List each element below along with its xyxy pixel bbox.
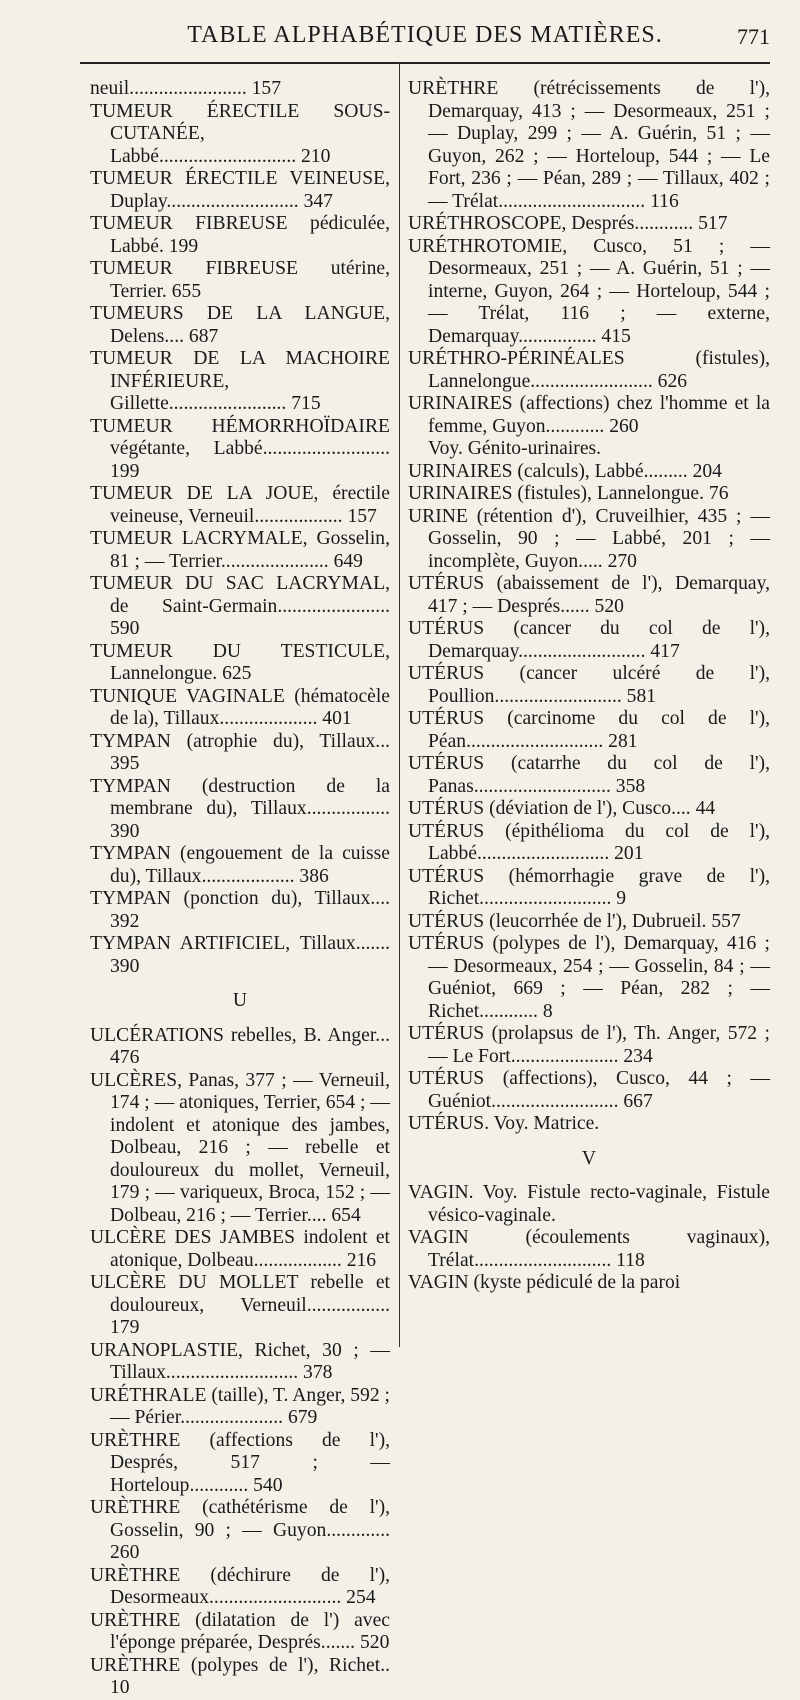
entry-text: TUMEUR HÉMORRHOÏDAIRE végétante, Labbé.......................... 199	[90, 415, 390, 482]
index-entry	[90, 528, 390, 573]
running-title: TABLE ALPHABÉTIQUE DES MATIÈRES.	[187, 22, 663, 48]
index-entry	[408, 78, 770, 213]
entry-text: TYMPAN (ponction du), Tillaux.... 392	[90, 888, 390, 932]
left-column	[90, 78, 390, 1700]
entry-text: TYMPAN (destruction de la membrane du), Tillaux................. 390	[90, 775, 390, 842]
entry-text: URINAIRES (affections) chez l'homme et la femme, Guyon............ 260	[408, 393, 770, 437]
index-entry	[90, 686, 390, 731]
entry-text: TUMEUR ÉRECTILE VEINEUSE, Duplay........................... 347	[90, 168, 390, 212]
index-entry	[408, 1068, 770, 1113]
index-entry	[90, 1272, 390, 1340]
index-entry	[408, 663, 770, 708]
index-entry	[90, 1610, 390, 1655]
entry-text: UTÉRUS (abaissement de l'), Demarquay, 417 ; — Després...... 520	[408, 573, 770, 617]
index-entry	[90, 1430, 390, 1498]
entry-text: URÉTHROSCOPE, Després............ 517	[408, 213, 728, 234]
column-divider	[399, 62, 400, 1347]
entry-text: VAGIN (écoulements vaginaux), Trélat............................ 118	[408, 1227, 770, 1271]
index-entry	[408, 573, 770, 618]
index-entry	[408, 911, 770, 934]
index-entry	[408, 348, 770, 393]
entry-text: TYMPAN (atrophie du), Tillaux... 395	[90, 730, 390, 774]
index-entry	[408, 506, 770, 574]
entry-text: URÉTHRO-PÉRINÉALES (fistules), Lannelongue......................... 626	[408, 348, 770, 392]
entry-text: URÈTHRE (cathétérisme de l'), Gosselin, 90 ; — Guyon............. 260	[90, 1497, 390, 1563]
index-entry	[408, 1272, 770, 1295]
index-entry	[408, 461, 770, 484]
index-entry	[408, 1023, 770, 1068]
index-entry	[90, 78, 390, 101]
entry-text: TYMPAN (engouement de la cuisse du), Tillaux................... 386	[90, 843, 390, 887]
section-letter: V	[581, 1147, 597, 1169]
entry-text: URÈTHRE (affections de l'), Després, 517 ; — Horteloup............ 540	[90, 1429, 390, 1496]
index-entry	[90, 843, 390, 888]
index-entry	[90, 213, 390, 258]
index-entry	[90, 1565, 390, 1610]
index-entry	[408, 1113, 770, 1136]
index-entry	[90, 416, 390, 484]
index-entry	[408, 393, 770, 438]
index-entry	[408, 618, 770, 663]
entry-text: URANOPLASTIE, Richet, 30 ; — Tillaux........................... 378	[90, 1339, 390, 1383]
index-entry	[408, 483, 770, 506]
entry-text: TYMPAN ARTIFICIEL, Tillaux....... 390	[90, 933, 390, 977]
entry-text: TUMEUR DU TESTICULE, Lannelongue. 625	[90, 640, 390, 684]
entry-text: URÈTHRE (déchirure de l'), Desormeaux........................... 254	[90, 1564, 390, 1608]
page-number: 771	[737, 24, 770, 49]
entry-text: UTÉRUS (affections), Cusco, 44 ; — Guéniot.......................... 667	[408, 1068, 770, 1112]
entry-text: UTÉRUS. Voy. Matrice.	[408, 1113, 600, 1134]
entry-text: TUMEUR FIBREUSE utérine, Terrier. 655	[90, 258, 390, 302]
index-entry	[408, 1182, 770, 1227]
right-column	[408, 78, 770, 1295]
entry-text: ULCÉRATIONS rebelles, B. Anger... 476	[90, 1024, 390, 1068]
index-entry	[90, 1385, 390, 1430]
index-entry	[408, 708, 770, 753]
page-header	[80, 22, 770, 62]
entry-text: VAGIN. Voy. Fistule recto-vaginale, Fistule vésico-vaginale.	[408, 1182, 770, 1226]
entry-text: URINAIRES (fistules), Lannelongue. 76	[408, 483, 729, 504]
entry-text: TUMEUR FIBREUSE pédiculée, Labbé. 199	[90, 213, 390, 257]
entry-text: UTÉRUS (cancer ulcéré de l'), Poullion.......................... 581	[408, 663, 770, 707]
index-entry	[90, 168, 390, 213]
header-rule	[80, 62, 770, 64]
index-entry	[90, 483, 390, 528]
entry-text: VAGIN (kyste pédiculé de la paroi	[408, 1272, 681, 1293]
index-entry	[90, 573, 390, 641]
index-entry	[90, 348, 390, 416]
entry-text: URÉTHROTOMIE, Cusco, 51 ; — Desormeaux, 251 ; — A. Guérin, 51 ; — interne, Guyon, 264 ; — Horteloup, 544 ; — Trélat, 116 ; — externe, Demarquay................ 415	[408, 235, 770, 347]
entry-text: URÉTHRALE (taille), T. Anger, 592 ; — Périer..................... 679	[90, 1384, 390, 1428]
entry-text: UTÉRUS (carcinome du col de l'), Péan............................ 281	[408, 708, 770, 752]
index-entry	[90, 1025, 390, 1070]
index-entry	[90, 776, 390, 844]
index-entry	[90, 888, 390, 933]
entry-text: URÈTHRE (dilatation de l') avec l'éponge préparée, Després....... 520	[90, 1609, 390, 1653]
entry-text: UTÉRUS (hémorrhagie grave de l'), Richet........................... 9	[408, 865, 770, 909]
entry-text: UTÉRUS (épithélioma du col de l'), Labbé........................... 201	[408, 820, 770, 864]
index-entry	[90, 303, 390, 348]
entry-text: UTÉRUS (polypes de l'), Demarquay, 416 ; — Desormeaux, 254 ; — Gosselin, 84 ; — Guéniot, 669 ; — Péan, 282 ; — Richet............ 8	[408, 933, 770, 1022]
entry-text: UTÉRUS (catarrhe du col de l'), Panas............................ 358	[408, 753, 770, 797]
entry-text: ULCÈRE DU MOLLET rebelle et douloureux, Verneuil................. 179	[90, 1272, 390, 1338]
entry-text: ULCÈRES, Panas, 377 ; — Verneuil, 174 ; — atoniques, Terrier, 654 ; — indolent et atonique des jambes, Dolbeau, 216 ; — rebelle et douloureux du mollet, Verneuil, 179 ; — variqueux, Broca, 152 ; — Dolbeau, 216 ; — Terrier.... 654	[90, 1069, 390, 1226]
entry-text: TUNIQUE VAGINALE (hématocèle de la), Tillaux.................... 401	[90, 685, 390, 729]
entry-text: Voy. Génito-urinaires.	[428, 438, 602, 459]
entry-text: TUMEUR DE LA JOUE, érectile veineuse, Verneuil.................. 157	[90, 483, 390, 527]
index-entry	[408, 213, 770, 236]
index-entry	[408, 1227, 770, 1272]
entry-text: URINE (rétention d'), Cruveilhier, 435 ; — Gosselin, 90 ; — Labbé, 201 ; — incomplète, Guyon..... 270	[408, 505, 770, 572]
entry-text: URÈTHRE (rétrécissements de l'), Demarquay, 413 ; — Desormeaux, 251 ; — Duplay, 299 ; — A. Guérin, 51 ; — Guyon, 262 ; — Horteloup, 544 ; — Le Fort, 236 ; — Péan, 289 ; — Tillaux, 402 ; — Trélat.............................. 116	[408, 78, 770, 212]
entry-text: UTÉRUS (leucorrhée de l'), Dubrueil. 557	[408, 910, 741, 932]
index-entry	[90, 641, 390, 686]
entry-text: UTÉRUS (cancer du col de l'), Demarquay.......................... 417	[408, 618, 770, 662]
index-entry	[90, 731, 390, 776]
entry-text: ULCÈRE DES JAMBES indolent et atonique, Dolbeau.................. 216	[90, 1227, 390, 1271]
index-entry	[408, 753, 770, 798]
index-entry	[90, 101, 390, 169]
index-entry	[408, 821, 770, 866]
entry-text: UTÉRUS (prolapsus de l'), Th. Anger, 572 ; — Le Fort...................... 234	[408, 1023, 770, 1067]
index-entry	[408, 798, 770, 821]
index-entry	[408, 438, 770, 461]
entry-text: TUMEURS DE LA LANGUE, Delens.... 687	[90, 303, 390, 347]
index-entry	[90, 1227, 390, 1272]
entry-text: URINAIRES (calculs), Labbé......... 204	[408, 460, 722, 482]
index-entry	[90, 1655, 390, 1700]
entry-text: URÈTHRE (polypes de l'), Richet.. 10	[90, 1654, 390, 1698]
entry-text: UTÉRUS (déviation de l'), Cusco.... 44	[408, 798, 716, 819]
entry-text: neuil........................ 157	[90, 78, 282, 99]
index-entry	[90, 1340, 390, 1385]
index-entry	[90, 258, 390, 303]
entry-text: TUMEUR DE LA MACHOIRE INFÉRIEURE, Gillette........................ 715	[90, 348, 390, 414]
index-entry	[408, 236, 770, 349]
entry-text: TUMEUR DU SAC LACRYMAL, de Saint-Germain....................... 590	[90, 573, 390, 639]
index-entry	[408, 866, 770, 911]
section-letter: U	[232, 990, 248, 1011]
entry-text: TUMEUR ÉRECTILE SOUS-CUTANÉE, Labbé............................ 210	[90, 100, 390, 167]
entry-text: TUMEUR LACRYMALE, Gosselin, 81 ; — Terrier...................... 649	[90, 528, 390, 572]
index-entry	[90, 1497, 390, 1565]
index-entry	[408, 933, 770, 1023]
index-entry	[90, 1070, 390, 1228]
index-entry	[90, 933, 390, 978]
